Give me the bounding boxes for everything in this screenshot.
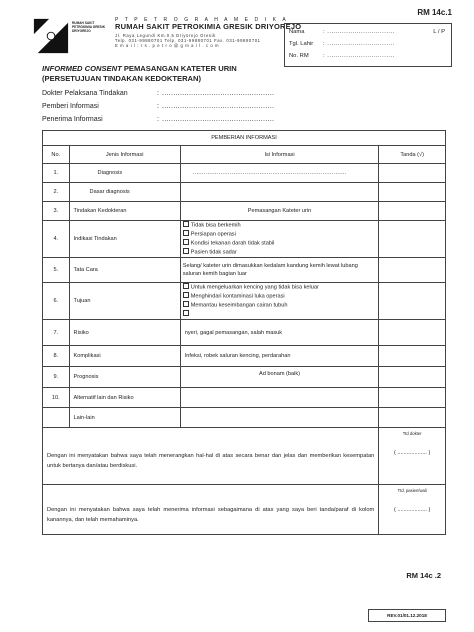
col-no-header: No. xyxy=(43,146,70,164)
checkbox-label: Untuk mengeluarkan kencing yang tidak bisa keluar xyxy=(190,284,319,291)
row-tanda-checkbox[interactable] xyxy=(379,164,446,183)
checkbox-option[interactable] xyxy=(181,283,379,292)
row-tanda-checkbox[interactable] xyxy=(379,388,446,408)
table-section-title: PEMBERIAN INFORMASI xyxy=(43,131,446,146)
row-isi: Infeksi, robek saluran kencing, perdarahan xyxy=(180,346,379,367)
tgl-lahir-label: Tgl. Lahir xyxy=(289,41,314,47)
field-penerima-informasi xyxy=(42,116,275,123)
table-row xyxy=(43,183,446,202)
doctor-statement: Dengan ini menyatakan bahwa saya telah menerangkan hal-hal di atas secara benar dan jelas dan memberikan kesempatan untuk bertanya dan/atau berdiskusi. xyxy=(43,428,379,485)
table-row xyxy=(43,388,446,408)
row-isi-checklist xyxy=(180,283,379,320)
title-italic: INFORMED CONSENT xyxy=(42,64,122,73)
field-dokter-pelaksana xyxy=(42,90,275,97)
checkbox-option[interactable] xyxy=(181,239,379,248)
row-tanda-checkbox[interactable] xyxy=(379,202,446,221)
nama-field[interactable]: : ................................ xyxy=(323,29,395,35)
checkbox-label: Kondisi tekanan darah tidak stabil xyxy=(190,240,275,247)
row-tanda-checkbox[interactable] xyxy=(379,320,446,346)
row-no xyxy=(43,408,70,428)
address-line: Jl. Raya Legundi Km.0.5 Driyorejo Gresik xyxy=(115,33,216,38)
checkbox-icon[interactable] xyxy=(183,239,189,245)
no-rm-field[interactable]: : ................................ xyxy=(323,53,395,59)
checkbox-label: Menghindari kontaminasi luka operasi xyxy=(190,293,285,300)
field-input-pemberi[interactable]: .................................................. xyxy=(162,103,275,110)
row-isi: Pemasangan Kateter urin xyxy=(180,202,379,221)
row-jenis: Risiko xyxy=(69,320,180,346)
row-tanda-checkbox[interactable] xyxy=(379,367,446,388)
row-jenis: Alternatif lain dan Risiko xyxy=(69,388,180,408)
row-jenis: Tujuan xyxy=(69,283,180,320)
row-no: 4. xyxy=(43,221,70,258)
row-isi-checklist xyxy=(180,221,379,258)
row-tanda-checkbox[interactable] xyxy=(379,258,446,283)
checkbox-icon[interactable] xyxy=(183,248,189,254)
col-isi-header: Isi Informasi xyxy=(180,146,379,164)
row-jenis: Tata Cara xyxy=(69,258,180,283)
checkbox-option[interactable] xyxy=(181,248,379,257)
no-rm-label: No. RM xyxy=(289,53,309,59)
checkbox-icon[interactable] xyxy=(183,230,189,236)
field-pemberi-informasi xyxy=(42,103,275,110)
row-no: 5. xyxy=(43,258,70,283)
row-isi: Selang/ kateter urin dimasukkan kedalam kandung kemih lewat lubang saluran kemih bagian luar xyxy=(180,258,379,283)
checkbox-option-other[interactable] xyxy=(181,310,379,319)
row-no: 8. xyxy=(43,346,70,367)
row-no: 7. xyxy=(43,320,70,346)
patient-signature-label: Ttd. pasien/wali xyxy=(397,488,427,493)
table-row xyxy=(43,367,446,388)
information-table xyxy=(42,130,446,535)
hospital-logo xyxy=(32,17,70,55)
row-jenis: Lain-lain xyxy=(69,408,180,428)
doctor-signature-field[interactable]: ( ................... ) xyxy=(393,450,431,456)
row-jenis: Diagnosis xyxy=(69,164,180,183)
row-isi-input[interactable] xyxy=(180,388,379,408)
checkbox-option[interactable] xyxy=(181,301,379,310)
checkbox-icon[interactable] xyxy=(183,283,189,289)
table-row xyxy=(43,221,446,258)
revision-label: REV.01/01.12.2018 xyxy=(368,609,446,622)
checkbox-label: Memantau keseimbangan cairan tubuh xyxy=(190,302,288,309)
title-rest: PEMASANGAN KATETER URIN xyxy=(121,64,237,73)
row-jenis: Komplikasi xyxy=(69,346,180,367)
patient-signature-cell[interactable] xyxy=(379,485,446,535)
row-isi: nyeri, gagal pemasangan, salah masuk xyxy=(180,320,379,346)
row-no: 9. xyxy=(43,367,70,388)
field-colon: : xyxy=(157,90,159,97)
col-tanda-header: Tanda (√) xyxy=(379,146,446,164)
checkbox-option[interactable] xyxy=(181,292,379,301)
doctor-signature-cell[interactable] xyxy=(379,428,446,485)
tgl-lahir-field[interactable]: : ................................ xyxy=(323,41,395,47)
nama-label: Nama xyxy=(289,29,305,35)
row-tanda-checkbox[interactable] xyxy=(379,346,446,367)
row-no: 2. xyxy=(43,183,70,202)
gender-label[interactable]: L / P xyxy=(433,29,445,35)
checkbox-label: Tidak bisa berkemih xyxy=(190,222,241,229)
row-isi-input[interactable] xyxy=(180,408,379,428)
table-row xyxy=(43,320,446,346)
patient-identity-box xyxy=(284,23,452,67)
row-tanda-checkbox[interactable] xyxy=(379,221,446,258)
checkbox-label: Pasien tidak sadar xyxy=(190,249,237,256)
table-row xyxy=(43,346,446,367)
patient-statement-row xyxy=(43,485,446,535)
row-tanda-checkbox[interactable] xyxy=(379,183,446,202)
row-no: 1. xyxy=(43,164,70,183)
row-jenis: Prognosis xyxy=(69,367,180,388)
checkbox-option[interactable] xyxy=(181,221,379,230)
table-row xyxy=(43,408,446,428)
row-isi: Ad bonam (baik) xyxy=(180,367,379,388)
form-title xyxy=(42,64,237,73)
form-subtitle: (PERSETUJUAN TINDAKAN KEDOKTERAN) xyxy=(42,74,202,83)
field-colon: : xyxy=(157,103,159,110)
checkbox-option[interactable] xyxy=(181,230,379,239)
checkbox-icon[interactable] xyxy=(183,221,189,227)
form-code-bottom: RM 14c .2 xyxy=(406,571,441,580)
row-jenis: Tindakan Kedokteran xyxy=(69,202,180,221)
table-row xyxy=(43,283,446,320)
field-input-penerima[interactable]: .................................................. xyxy=(162,116,275,123)
table-row xyxy=(43,202,446,221)
form-code-top: RM 14c.1 xyxy=(417,8,452,17)
col-jenis-header: Jenis Informasi xyxy=(69,146,180,164)
row-no: 3. xyxy=(43,202,70,221)
checkbox-icon[interactable] xyxy=(183,292,189,298)
row-no: 10. xyxy=(43,388,70,408)
row-isi-diagnosis-input[interactable]: ................................................................................... xyxy=(180,164,379,183)
checkbox-icon[interactable] xyxy=(183,310,189,316)
email-line: E m a i l : r s . p e t r o @ g m a i l . c o m xyxy=(115,43,220,48)
field-label: Penerima Informasi xyxy=(42,116,103,123)
checkbox-icon[interactable] xyxy=(183,301,189,307)
doctor-signature-label: Ttd dokter xyxy=(402,431,422,436)
patient-signature-field[interactable]: ( ................... ) xyxy=(393,507,431,513)
contact-line: Telp. 031-99880701 Telp. 031-99880701 Fax. 031-99880701 xyxy=(115,38,261,43)
row-tanda-checkbox[interactable] xyxy=(379,408,446,428)
row-jenis: Indikasi Tindakan xyxy=(69,221,180,258)
row-no: 6. xyxy=(43,283,70,320)
hospital-name: RUMAH SAKIT PETROKIMIA GRESIK DRIYOREJO xyxy=(115,22,302,31)
table-row xyxy=(43,164,446,183)
table-row xyxy=(43,258,446,283)
row-jenis: Dasar diagnosis xyxy=(69,183,180,202)
logo-text: RUMAH SAKIT PETROKIMIA GRESIK DRIYOREJO xyxy=(72,21,105,33)
field-label: Dokter Pelaksana Tindakan xyxy=(42,90,128,97)
checkbox-label: Persiapan operasi xyxy=(190,231,236,238)
doctor-statement-row xyxy=(43,428,446,485)
company-name: P T P E T R O G R A H A M E D I K A xyxy=(115,17,289,23)
field-colon: : xyxy=(157,116,159,123)
field-input-dokter[interactable]: .................................................. xyxy=(162,90,275,97)
field-label: Pemberi Informasi xyxy=(42,103,99,110)
patient-statement: Dengan ini menyatakan bahwa saya telah menerima informasi sebagaimana di atas yang saya beri tanda/paraf di kolom kanannya, dan telah memahaminya. xyxy=(43,485,379,535)
row-isi-input[interactable] xyxy=(180,183,379,202)
row-tanda-checkbox[interactable] xyxy=(379,283,446,320)
